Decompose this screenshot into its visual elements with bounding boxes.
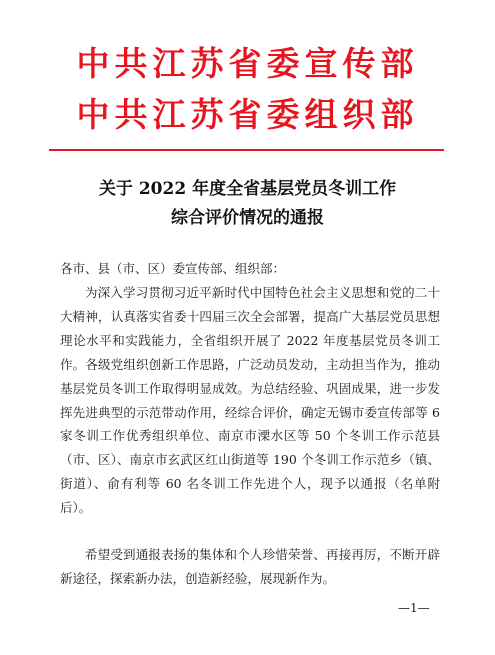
letterhead-organization-dept: 中共江苏省委组织部 bbox=[76, 95, 419, 134]
document-title-line2: 综合评价情况的通报 bbox=[171, 208, 324, 228]
body-paragraph-2: 希望受到通报表扬的集体和个人珍惜荣誉、再接再厉，不断开辟新途径，探索新办法，创造新经验，展现新作为。 bbox=[60, 547, 440, 586]
red-separator-line bbox=[49, 149, 444, 151]
document-title-line1: 关于 2022 年度全省基层党员冬训工作 bbox=[98, 179, 397, 199]
salutation: 各市、县（市、区）委宣传部、组织部： bbox=[60, 261, 286, 276]
page-number: —1— bbox=[398, 601, 430, 615]
body-paragraph-1: 为深入学习贯彻习近平新时代中国特色社会主义思想和党的二十大精神，认真落实省委十四届三次全会部署，提高广大基层党员思想理论水平和实践能力，全省组织开展了 2022 年度基层党员冬训工作。各级党组织创新工作思路，广泛动员发动，主动担当作为，推动基层党员冬训工作取得明显成效。为总结经验、巩固成果，进一步发挥先进典型的示范带动作用，经综合评价，确定无锡市委宣传部等 6 家冬训工作优秀组织单位、南京市溧水区等 50 个冬训工作示范县（市、区）、南京市玄武区红山街道等 190 个冬训工作示范乡（镇、街道）、俞有利等 60 名冬训工作先进个人，现予以通报（名单附后）。 bbox=[60, 285, 440, 516]
letterhead-propaganda-dept: 中共江苏省委宣传部 bbox=[76, 44, 419, 83]
